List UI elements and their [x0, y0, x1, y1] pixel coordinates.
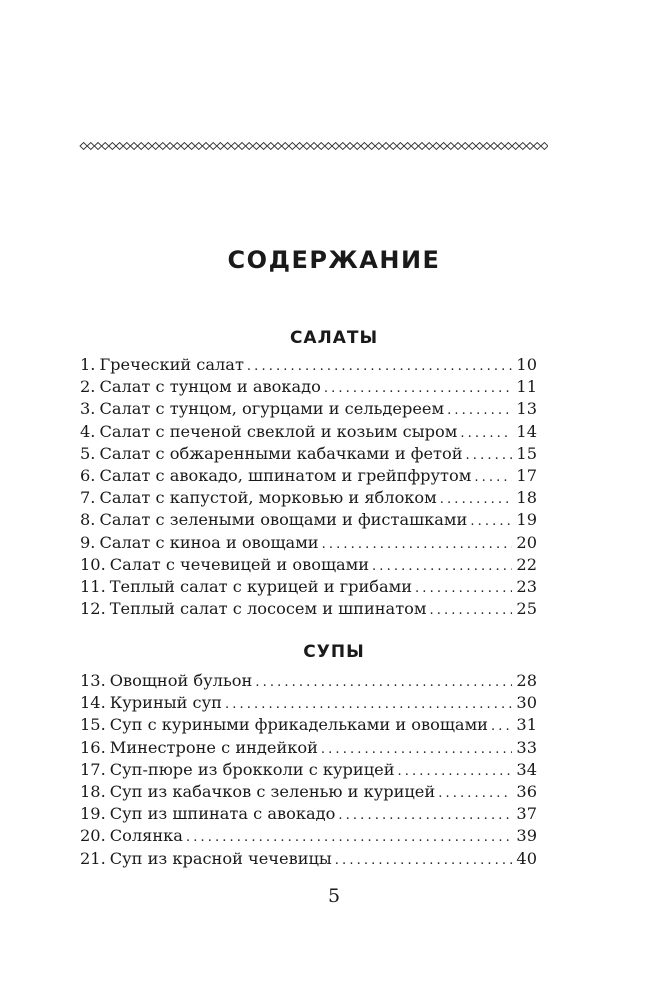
toc-entry-page: 39	[516, 826, 537, 846]
toc-entry-page: 10	[516, 355, 537, 374]
toc-entry-title: Минестроне с индейкой	[109, 737, 318, 757]
toc-dot-leader	[338, 805, 512, 827]
toc-dot-leader	[491, 716, 512, 738]
toc-entry-title: Суп из шпината с авокадо	[109, 804, 336, 824]
toc-dot-leader	[247, 356, 512, 378]
toc-entry	[80, 487, 537, 509]
toc-entry-number: 15.	[80, 715, 106, 735]
toc-entry-number: 3.	[80, 399, 96, 419]
toc-dot-leader	[398, 761, 513, 783]
toc-entry-title: Салат с зелеными овощами и фисташками	[99, 510, 468, 530]
toc-entry-page: 11	[516, 377, 537, 397]
toc-entry-title: Теплый салат с лососем и шпинатом	[109, 599, 427, 619]
toc-entry-title: Теплый салат с курицей и грибами	[109, 576, 413, 596]
toc-dot-leader	[466, 445, 512, 467]
toc-dot-leader	[322, 534, 512, 556]
toc-entry-title: Салат с печеной свеклой и козьим сыром	[99, 421, 458, 441]
toc-entry-number: 2.	[80, 377, 96, 397]
toc-entry-title: Салат с авокадо, шпинатом и грейпфрутом	[99, 465, 472, 485]
toc-entry	[80, 848, 537, 870]
toc-entry-number: 19.	[80, 804, 106, 824]
toc-dot-leader	[321, 739, 512, 761]
toc-entry	[80, 532, 537, 554]
toc-dot-leader	[447, 400, 512, 422]
decorative-ornament-border	[78, 140, 548, 152]
toc-entry-number: 11.	[80, 576, 106, 596]
toc-entry-number: 18.	[80, 781, 106, 801]
toc-dot-leader	[255, 672, 512, 694]
toc-entry	[80, 354, 537, 376]
toc-entry-page: 36	[516, 781, 537, 801]
toc-entry	[80, 554, 537, 576]
page-title: СОДЕРЖАНИЕ	[227, 246, 441, 274]
toc-entry-number: 4.	[80, 421, 96, 441]
toc-entry-title: Суп из кабачков с зеленью и курицей	[109, 781, 436, 801]
toc-entry	[80, 465, 537, 487]
toc-entry-page: 15	[516, 443, 537, 463]
toc-entry-number: 16.	[80, 737, 106, 757]
toc-entry-page: 13	[516, 399, 537, 419]
toc-entry-number: 13.	[80, 671, 106, 690]
toc-entry-number: 21.	[80, 848, 106, 868]
toc-entry-page: 37	[516, 804, 537, 824]
toc-entry	[80, 576, 537, 598]
toc-entry-page: 22	[516, 554, 537, 574]
toc-dot-leader	[324, 378, 512, 400]
toc-entry-page: 33	[516, 737, 537, 757]
toc-entry-page: 23	[516, 576, 537, 596]
toc-entry-page: 20	[516, 532, 537, 552]
toc-entry-page: 25	[516, 599, 537, 619]
toc-entry-number: 12.	[80, 599, 106, 619]
toc-entry-number: 6.	[80, 465, 96, 485]
toc-entry-title: Салат с тунцом, огурцами и сельдереем	[99, 399, 445, 419]
toc-entry-page: 34	[516, 759, 537, 779]
toc-entry	[80, 737, 537, 759]
section-heading-soups: СУПЫ	[303, 642, 365, 662]
page-number: 5	[327, 885, 341, 907]
toc-entry-title: Греческий салат	[99, 355, 244, 374]
toc-entry	[80, 421, 537, 443]
toc-entry-title: Суп с куриными фрикадельками и овощами	[109, 715, 488, 735]
toc-entry	[80, 376, 537, 398]
toc-entry	[80, 714, 537, 736]
toc-dot-leader	[470, 511, 512, 533]
toc-list-soups	[80, 670, 537, 870]
toc-list-salads	[80, 354, 537, 620]
toc-entry	[80, 598, 537, 620]
toc-dot-leader	[186, 827, 512, 849]
toc-dot-leader	[474, 467, 512, 489]
toc-entry-number: 7.	[80, 488, 96, 508]
toc-dot-leader	[460, 423, 512, 445]
toc-entry-number: 14.	[80, 693, 106, 713]
toc-dot-leader	[415, 578, 512, 600]
toc-entry-page: 14	[516, 421, 537, 441]
toc-entry-number: 10.	[80, 554, 106, 574]
toc-entry-number: 9.	[80, 532, 96, 552]
toc-entry	[80, 781, 537, 803]
toc-entry	[80, 398, 537, 420]
toc-entry-title: Суп-пюре из брокколи с курицей	[109, 759, 395, 779]
toc-entry-title: Овощной бульон	[109, 671, 253, 690]
toc-dot-leader	[225, 694, 512, 716]
toc-entry-title: Салат с капустой, морковью и яблоком	[99, 488, 437, 508]
toc-dot-leader	[440, 489, 512, 511]
toc-entry	[80, 443, 537, 465]
toc-entry-page: 40	[516, 848, 537, 868]
toc-dot-leader	[430, 600, 513, 622]
toc-entry-title: Солянка	[109, 826, 183, 846]
toc-entry	[80, 670, 537, 692]
toc-entry	[80, 692, 537, 714]
toc-entry-title: Салат с обжаренными кабачками и фетой	[99, 443, 463, 463]
toc-entry-title: Салат с киноа и овощами	[99, 532, 319, 552]
toc-entry-page: 30	[516, 693, 537, 713]
toc-entry	[80, 825, 537, 847]
toc-entry	[80, 509, 537, 531]
toc-entry	[80, 803, 537, 825]
toc-entry-title: Салат с чечевицей и овощами	[109, 554, 370, 574]
toc-entry-page: 17	[516, 465, 537, 485]
toc-entry-title: Салат с тунцом и авокадо	[99, 377, 321, 397]
toc-entry-page: 18	[516, 488, 537, 508]
toc-dot-leader	[335, 850, 512, 872]
toc-entry-page: 28	[516, 671, 537, 690]
toc-entry-title: Суп из красной чечевицы	[109, 848, 332, 868]
toc-dot-leader	[372, 556, 512, 578]
toc-entry-number: 20.	[80, 826, 106, 846]
toc-entry	[80, 759, 537, 781]
toc-dot-leader	[438, 783, 512, 805]
section-heading-salads: САЛАТЫ	[289, 328, 379, 348]
toc-entry-number: 5.	[80, 443, 96, 463]
toc-entry-number: 17.	[80, 759, 106, 779]
toc-entry-page: 19	[516, 510, 537, 530]
toc-entry-title: Куриный суп	[109, 693, 222, 713]
toc-entry-number: 1.	[80, 355, 96, 374]
toc-entry-page: 31	[516, 715, 537, 735]
toc-entry-number: 8.	[80, 510, 96, 530]
